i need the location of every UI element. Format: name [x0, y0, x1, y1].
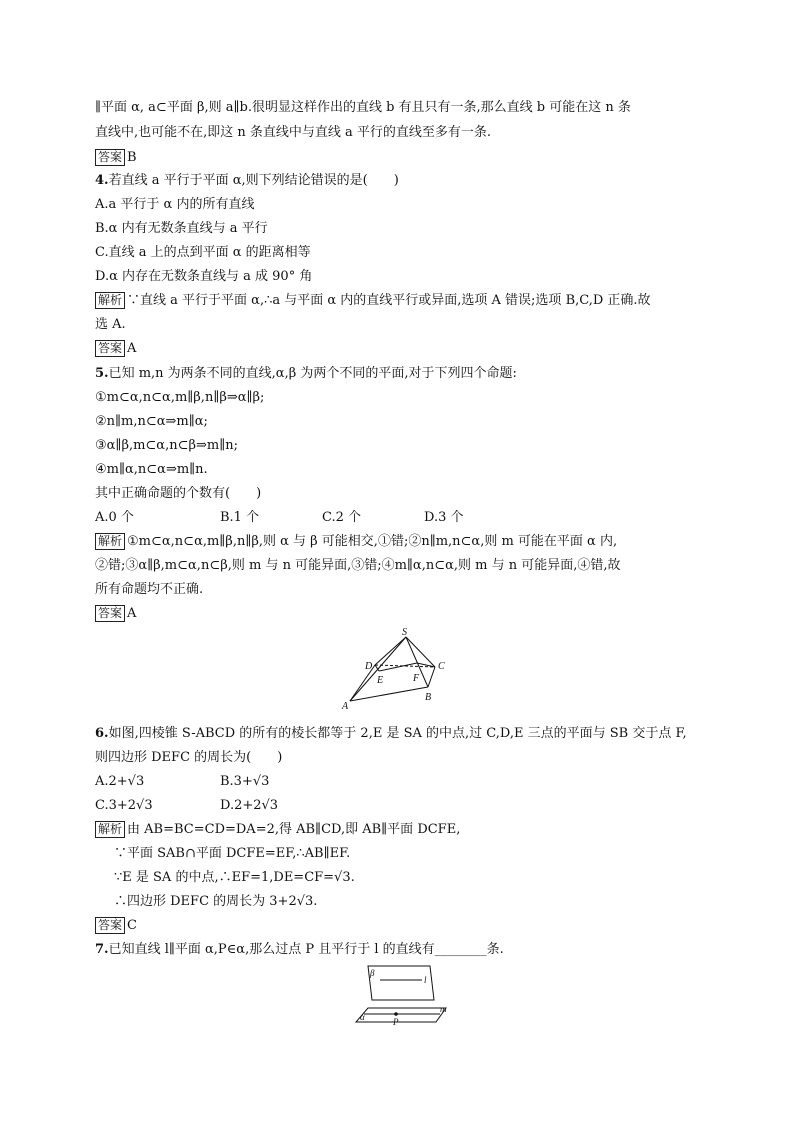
q6-analysis-line-3: ∵E 是 SA 的中点,∴EF=1,DE=CF=√3. — [114, 870, 355, 885]
q6-answer-line — [95, 917, 137, 935]
q4-answer: A — [127, 341, 137, 356]
label-l: l — [424, 975, 427, 985]
label-f: F — [413, 673, 420, 684]
q7-stem-text: 已知直线 l∥平面 α,P∈α,那么过点 P 且平行于 l 的直线有________条. — [108, 942, 504, 957]
analysis-tag: 解析 — [95, 292, 125, 309]
q5-analysis-text: ①m⊂α,n⊂α,m∥β,n∥β,则 α 与 β 可能相交,①错;②n∥m,n⊂α,则 m 可能在平面 α 内, — [127, 534, 618, 549]
q4-option-d: D.α 内存在无数条直线与 a 成 90° 角 — [95, 269, 313, 284]
answer-tag: 答案 — [95, 149, 125, 166]
edge-sc — [406, 637, 435, 667]
q3-continuation-line-2: 直线中,也可能不在,即这 n 条直线中与直线 a 平行的直线至多有一条. — [95, 125, 492, 140]
q4-option-b: B.α 内有无数条直线与 a 平行 — [95, 221, 268, 236]
q5-proposition-3: ③α∥β,m⊂α,n⊂β⇒m∥n; — [95, 438, 238, 453]
pyramid-figure — [335, 625, 465, 715]
q5-answer: A — [127, 606, 137, 621]
q4-analysis-line-2: 选 A. — [95, 317, 126, 332]
q3-continuation-line-1: ∥平面 α, a⊂平面 β,则 a∥b.很明显这样作出的直线 b 有且只有一条,那么直线 b 可能在这 n 条 — [95, 100, 631, 115]
label-e: E — [377, 675, 384, 686]
q6-analysis-text: 由 AB=BC=CD=DA=2,得 AB∥CD,即 AB∥平面 DCFE, — [127, 822, 461, 837]
label-d: D — [365, 661, 373, 672]
q4-option-c: C.直线 a 上的点到平面 α 的距离相等 — [95, 245, 311, 260]
label-s: S — [402, 627, 407, 638]
q4-stem-text: 若直线 a 平行于平面 α,则下列结论错误的是( ) — [108, 173, 399, 188]
q6-stem-line-1 — [95, 725, 687, 743]
q5-number: 5. — [95, 366, 109, 381]
q5-proposition-1: ①m⊂α,n⊂α,m∥β,n∥β⇒α∥β; — [95, 390, 265, 405]
answer-tag: 答案 — [95, 917, 125, 934]
q3-answer: B — [127, 150, 137, 165]
q4-stem — [95, 172, 399, 190]
q6-stem-text: 如图,四棱锥 S-ABCD 的所有的棱长都等于 2,E 是 SA 的中点,过 C,D,E 三点的平面与 SB 交于点 F, — [108, 726, 687, 741]
planes-figure — [350, 962, 450, 1030]
point-p — [394, 1012, 398, 1016]
q7-stem — [95, 941, 504, 959]
q6-option-c: C.3+2√3 — [95, 798, 153, 813]
q4-option-a: A.a 平行于 α 内的所有直线 — [95, 197, 255, 212]
segment-ef — [379, 663, 417, 671]
edge-sd — [375, 637, 406, 665]
q6-number: 6. — [95, 726, 109, 741]
q4-answer-line — [95, 340, 136, 358]
q6-stem-line-2: 则四边形 DEFC 的周长为( ) — [95, 750, 283, 765]
label-beta: β — [370, 968, 375, 978]
analysis-tag: 解析 — [95, 821, 125, 838]
analysis-tag: 解析 — [95, 533, 125, 550]
q6-answer: C — [127, 918, 137, 933]
q4-analysis-text: ∵直线 a 平行于平面 α,∴a 与平面 α 内的直线平行或异面,选项 A 错误;选项 B,C,D 正确.故 — [127, 293, 651, 308]
q6-option-d: D.2+2√3 — [220, 798, 279, 813]
q7-number: 7. — [95, 942, 109, 957]
q5-stem-text: 已知 m,n 为两条不同的直线,α,β 为两个不同的平面,对于下列四个命题: — [108, 366, 517, 381]
edge-ab — [350, 687, 428, 701]
q5-question: 其中正确命题的个数有( ) — [95, 486, 262, 501]
label-m: m — [440, 1004, 447, 1014]
q5-analysis-line-2: ②错;③α∥β,m⊂α,n⊂β,则 m 与 n 可能异面,③错;④m∥α,n⊂α,则 m 与 n 可能异面,④错,故 — [95, 558, 621, 573]
q5-option-a: A.0 个 — [95, 510, 134, 525]
q6-analysis-line-1 — [95, 821, 460, 839]
q5-proposition-4: ④m∥α,n⊂α⇒m∥n. — [95, 462, 208, 477]
q4-number: 4. — [95, 173, 109, 188]
q5-analysis-line-1 — [95, 533, 617, 551]
answer-tag: 答案 — [95, 605, 125, 622]
q5-option-d: D.3 个 — [424, 510, 464, 525]
q5-option-c: C.2 个 — [322, 510, 362, 525]
q6-option-b: B.3+√3 — [220, 774, 270, 789]
q6-analysis-line-4: ∴四边形 DEFC 的周长为 3+2√3. — [114, 894, 318, 909]
q6-option-a: A.2+√3 — [95, 774, 145, 789]
label-p: P — [393, 1017, 399, 1027]
q5-stem — [95, 365, 517, 383]
plane-alpha — [356, 1008, 446, 1022]
q5-proposition-2: ②n∥m,n⊂α⇒m∥α; — [95, 414, 208, 429]
q3-answer-line — [95, 149, 137, 167]
q5-option-b: B.1 个 — [220, 510, 260, 525]
answer-tag: 答案 — [95, 340, 125, 357]
q5-answer-line — [95, 605, 136, 623]
q4-analysis-line-1 — [95, 292, 651, 310]
q6-analysis-line-2: ∵平面 SAB∩平面 DCFE=EF,∴AB∥EF. — [114, 846, 351, 861]
q5-analysis-line-3: 所有命题均不正确. — [95, 582, 204, 597]
label-a: A — [342, 701, 349, 712]
label-b: B — [425, 692, 432, 703]
label-c: C — [438, 661, 445, 672]
label-alpha: α — [360, 1012, 365, 1022]
edge-bc — [428, 667, 435, 687]
